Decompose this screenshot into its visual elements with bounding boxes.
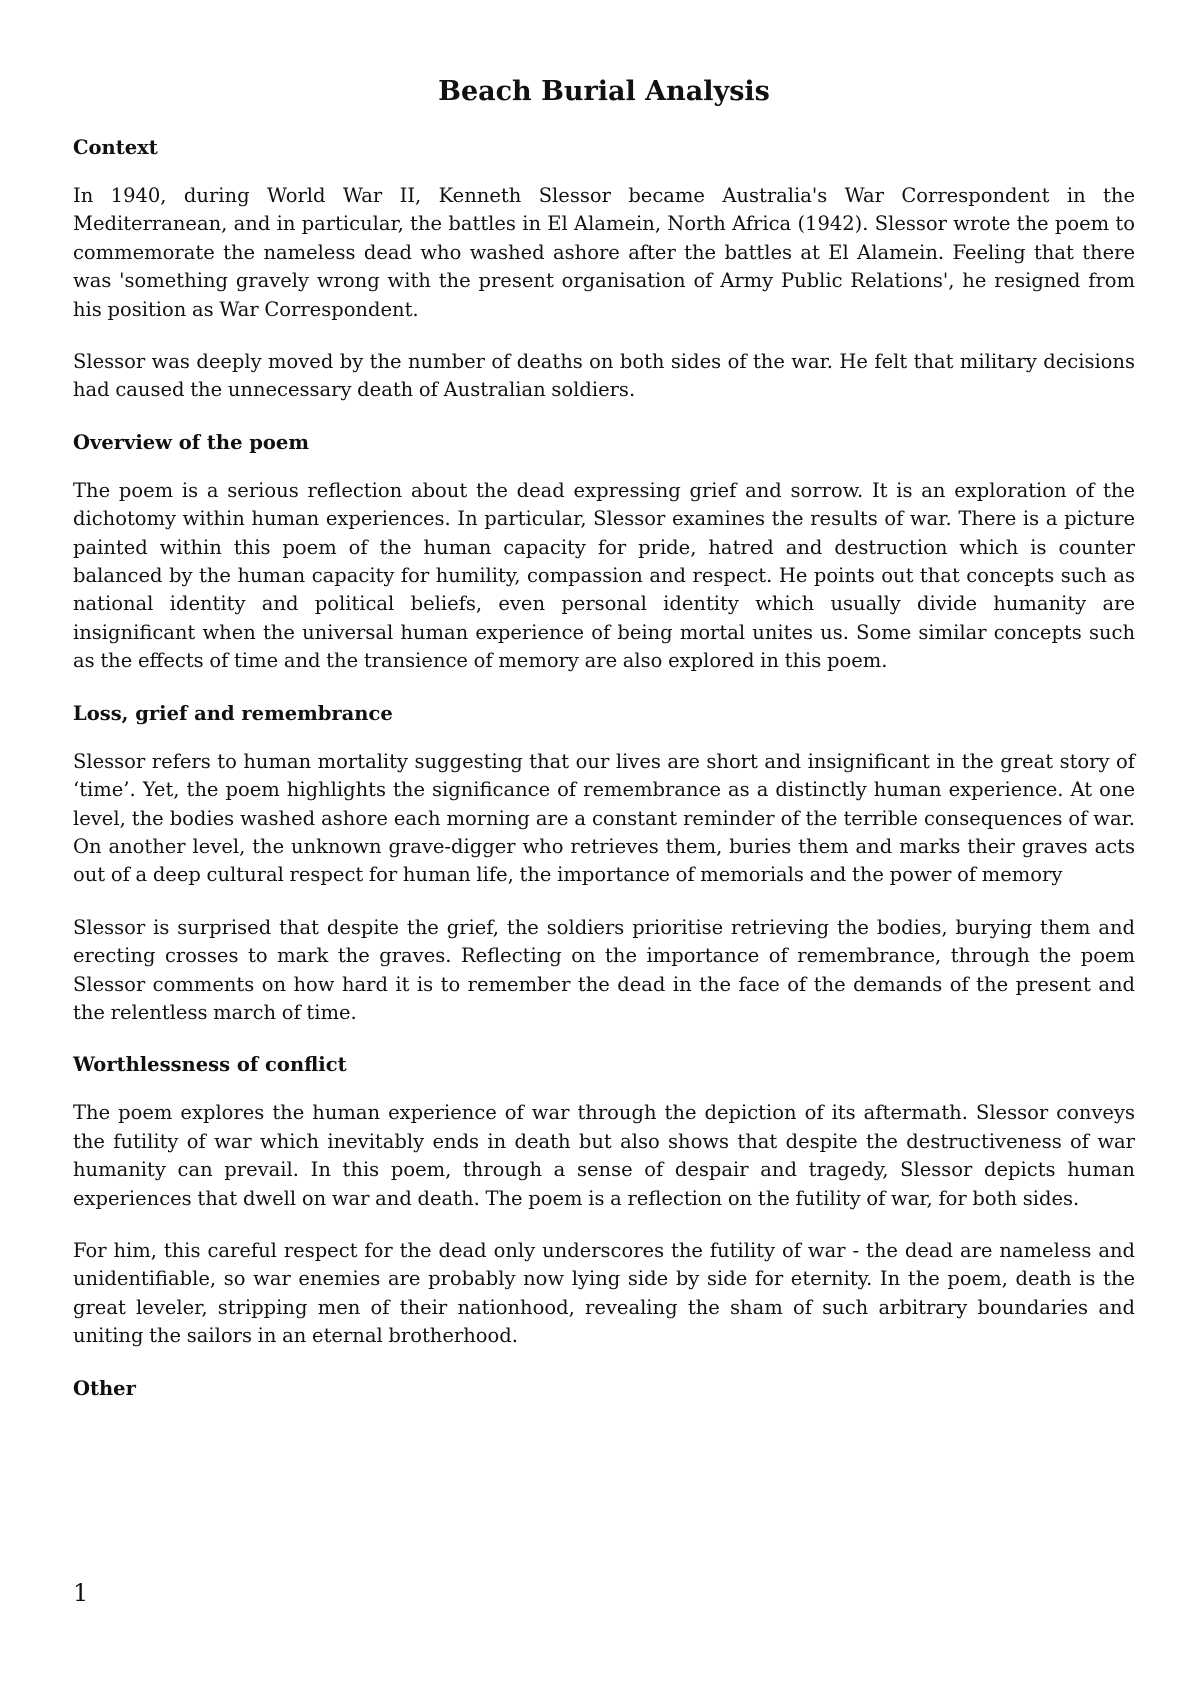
section-heading-other: Other [73, 1376, 136, 1400]
paragraph: The poem is a serious reflection about the dead expressing grief and sorrow. It is an exploration of the dichotomy within human experiences. In particular, Slessor examines the results of war. There is a picture painted within this poem of the human capacity for pride, hatred and destruction which is counter balanced by the human capacity for humility, compassion and respect. He points out that concepts such as national identity and political beliefs, even personal identity which usually divide humanity are insignificant when the universal human experience of being mortal unites us. Some similar concepts such as the effects of time and the transience of memory are also explored in this poem. [73, 478, 1135, 673]
section-context [73, 134, 1135, 405]
document-title: Beach Burial Analysis [438, 76, 770, 107]
section-other [73, 1375, 1135, 1403]
paragraph: Slessor refers to human mortality suggesting that our lives are short and insignificant in the great story of ‘time’. Yet, the poem highlights the significance of remembrance as a distinctly human experience. At one level, the bodies washed ashore each morning are a constant reminder of the terrible consequences of war. On another level, the unknown grave-digger who retrieves them, buries them and marks their graves acts out of a deep cultural respect for human life, the importance of memorials and the power of memory [73, 749, 1135, 887]
section-heading-loss-grief: Loss, grief and remembrance [73, 701, 393, 725]
paragraph: Slessor is surprised that despite the grief, the soldiers prioritise retrieving the bodies, burying them and erecting crosses to mark the graves. Reflecting on the importance of remembrance, through the poem Slessor comments on how hard it is to remember the dead in the face of the demands of the present and the relentless march of time. [73, 915, 1135, 1024]
document-page [73, 72, 1135, 1423]
section-overview [73, 429, 1135, 676]
paragraph: Slessor was deeply moved by the number of deaths on both sides of the war. He felt that military decisions had caused the unnecessary death of Australian soldiers. [73, 350, 1135, 402]
page-number: 1 [73, 1579, 89, 1607]
section-heading-worthlessness: Worthlessness of conflict [73, 1053, 347, 1077]
section-loss-grief [73, 700, 1135, 1028]
section-heading-overview: Overview of the poem [73, 430, 309, 454]
paragraph: For him, this careful respect for the dead only underscores the futility of war - the dead are nameless and unidentifiable, so war enemies are probably now lying side by side for eternity. In the poem, death is the great leveler, stripping men of their nationhood, revealing the sham of such arbitrary boundaries and uniting the sailors in an eternal brotherhood. [73, 1238, 1135, 1348]
paragraph: In 1940, during World War II, Kenneth Slessor became Australia's War Correspondent in the Mediterranean, and in particular, the battles in El Alamein, North Africa (1942). Slessor wrote the poem to commemorate the nameless dead who washed ashore after the battles at El Alamein. Feeling that there was 'something gravely wrong with the present organisation of Army Public Relations', he resigned from his position as War Correspondent. [73, 184, 1135, 321]
section-heading-context: Context [73, 136, 158, 159]
section-worthlessness [73, 1051, 1135, 1350]
paragraph: The poem explores the human experience of war through the depiction of its aftermath. Slessor conveys the futility of war which inevitably ends in death but also shows that despite the destructiveness of war humanity can prevail. In this poem, through a sense of despair and tragedy, Slessor depicts human experiences that dwell on war and death. The poem is a reflection on the futility of war, for both sides. [73, 1101, 1135, 1210]
